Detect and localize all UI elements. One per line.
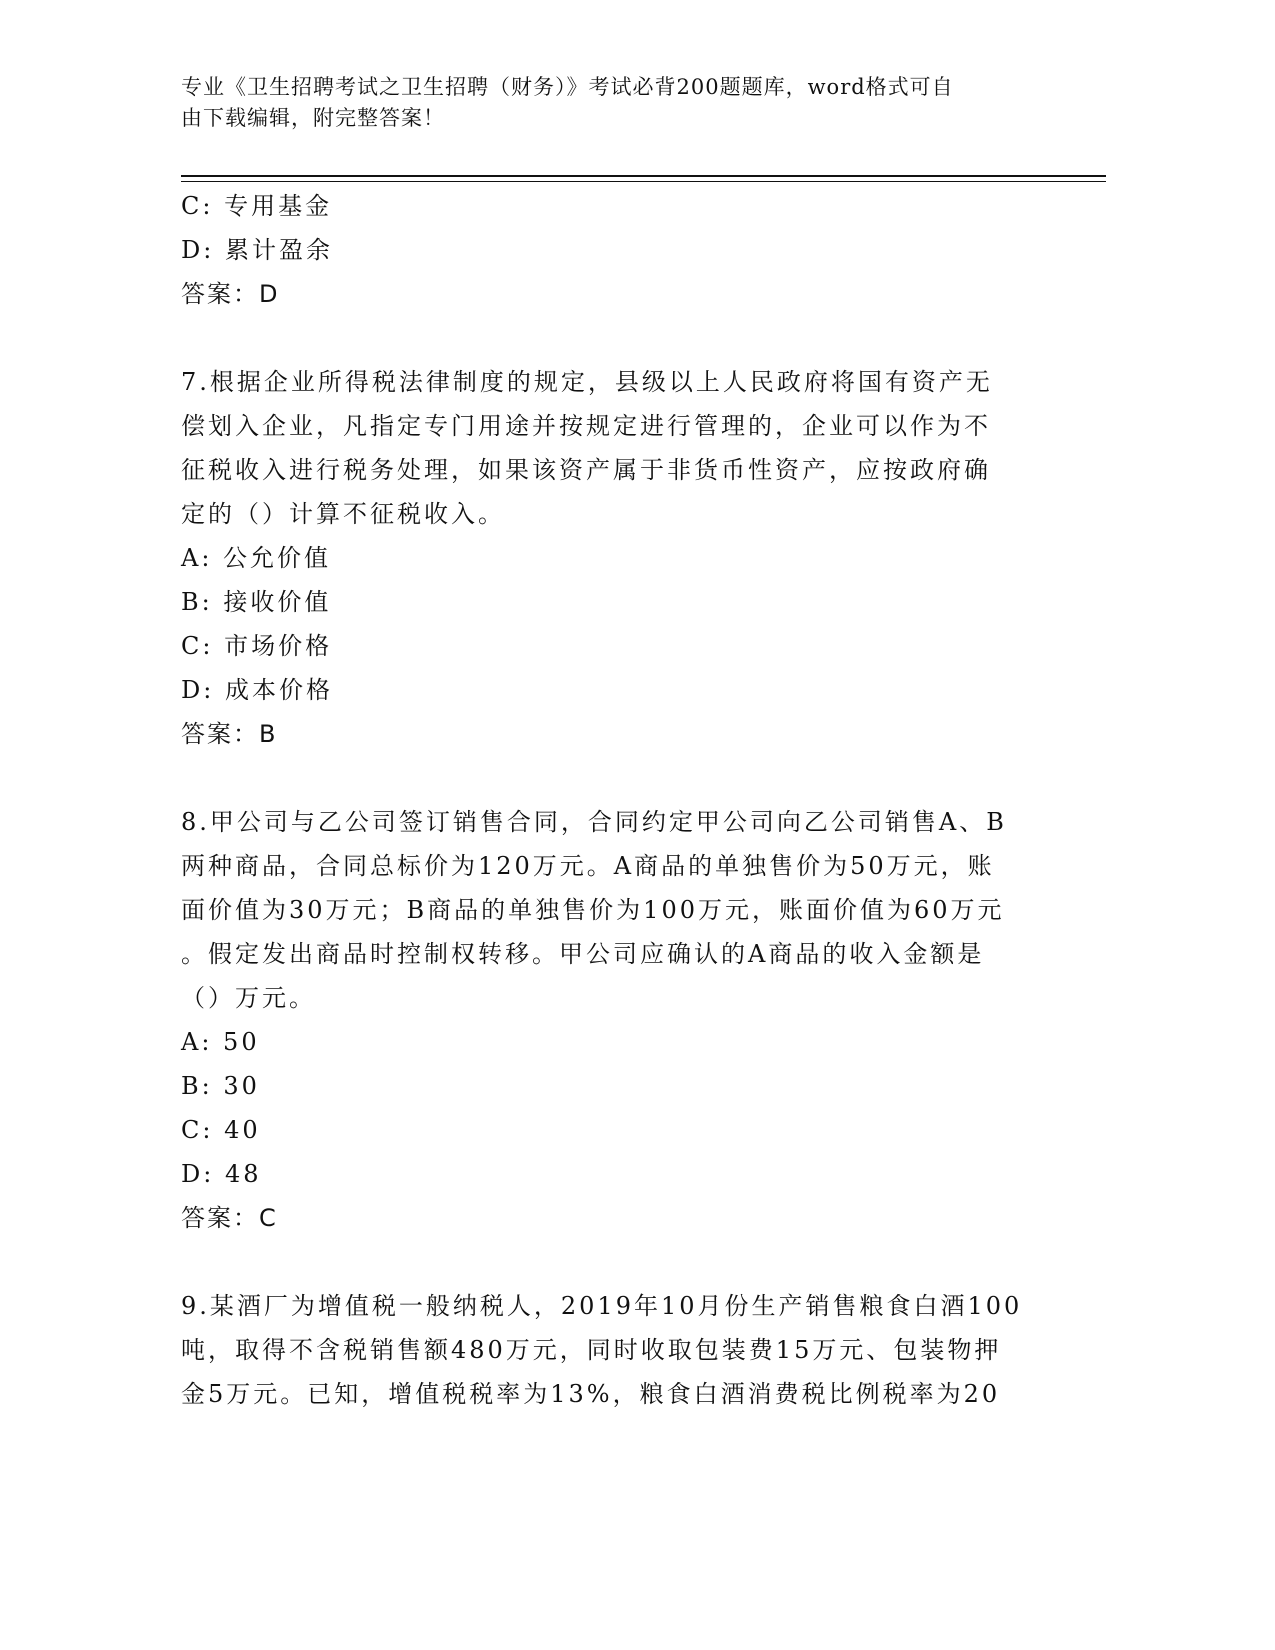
question-stem-line: 9.某酒厂为增值税一般纳税人，2019年10月份生产销售粮食白酒100: [181, 1292, 1023, 1320]
document-header: [181, 72, 1041, 134]
option-a: A: 50: [181, 1028, 260, 1056]
question-stem-line: 7.根据企业所得税法律制度的规定，县级以上人民政府将国有资产无: [181, 368, 993, 396]
question-stem-line: 面价值为30万元；B商品的单独售价为100万元，账面价值为60万元: [181, 896, 1005, 924]
answer-label: 答案：D: [181, 280, 280, 308]
answer-label: 答案：C: [181, 1204, 278, 1232]
option-b: B: 30: [181, 1072, 260, 1100]
option-d: D: 累计盈余: [181, 236, 333, 264]
question-stem-line: 定的（）计算不征税收入。: [181, 500, 505, 528]
question-stem-line: 两种商品，合同总标价为120万元。A商品的单独售价为50万元，账: [181, 852, 995, 880]
header-divider-thin: [181, 181, 1106, 182]
question-stem-line: 金5万元。已知，增值税税率为13%，粮食白酒消费税比例税率为20: [181, 1380, 1001, 1408]
option-d: D: 成本价格: [181, 676, 333, 704]
option-c: C: 专用基金: [181, 192, 333, 220]
question-stem-line: 。假定发出商品时控制权转移。甲公司应确认的A商品的收入金额是: [181, 940, 985, 968]
option-d: D: 48: [181, 1160, 262, 1188]
spacer: [181, 316, 1051, 360]
spacer: [181, 1240, 1051, 1284]
question-stem-line: 吨，取得不含税销售额480万元，同时收取包装费15万元、包装物押: [181, 1336, 1002, 1364]
option-c: C: 40: [181, 1116, 261, 1144]
question-7: [181, 360, 1051, 756]
question-9: [181, 1284, 1051, 1416]
spacer: [181, 756, 1051, 800]
option-c: C: 市场价格: [181, 632, 333, 660]
header-divider-thick: [181, 175, 1106, 177]
answer-label: 答案：B: [181, 720, 278, 748]
question-stem-line: 8.甲公司与乙公司签订销售合同，合同约定甲公司向乙公司销售A、B: [181, 808, 1007, 836]
option-b: B: 接收价值: [181, 588, 332, 616]
header-line-2: 由下载编辑，附完整答案！: [181, 106, 445, 130]
option-a: A: 公允价值: [181, 544, 332, 572]
question-stem-line: 偿划入企业，凡指定专门用途并按规定进行管理的，企业可以作为不: [181, 412, 991, 440]
question-stem-line: （）万元。: [181, 984, 316, 1012]
question-8: [181, 800, 1051, 1240]
question-6-tail: [181, 184, 1051, 316]
question-stem-line: 征税收入进行税务处理，如果该资产属于非货币性资产，应按政府确: [181, 456, 991, 484]
header-line-1: 专业《卫生招聘考试之卫生招聘（财务）》考试必背200题题库，word格式可自: [181, 75, 954, 99]
question-content: [181, 184, 1051, 1416]
